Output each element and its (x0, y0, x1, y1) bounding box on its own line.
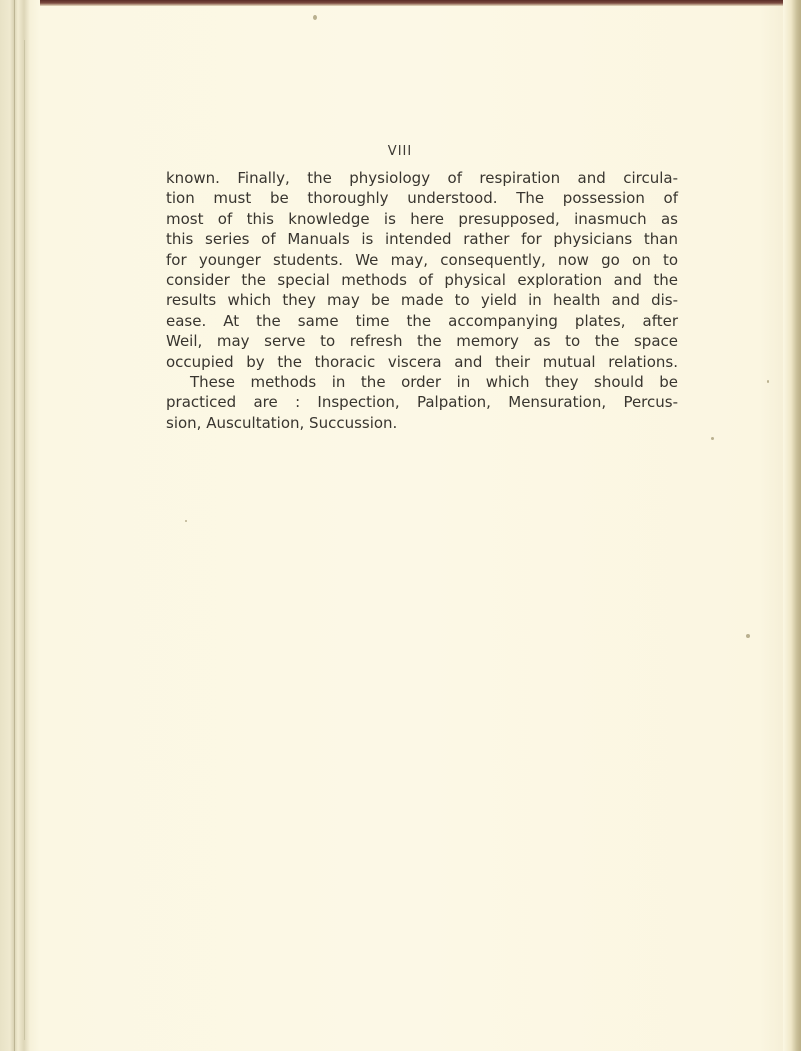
text-line: ease. At the same time the accompanying plates, after (166, 311, 678, 330)
gutter-line (14, 0, 15, 1051)
paper-speck (313, 15, 317, 20)
text-line: sion, Auscultation, Succussion. (166, 413, 398, 432)
text-line: occupied by the thoracic viscera and their mutual relations. (166, 352, 678, 371)
text-line: results which they may be made to yield in health and dis- (166, 291, 678, 310)
page-top-edge (0, 0, 801, 6)
gutter-line (24, 40, 25, 1040)
paper-speck (767, 380, 769, 383)
text-line: this series of Manuals is intended rather for physicians than (166, 230, 678, 249)
text-line: known. Finally, the physiology of respiration and circula- (166, 169, 678, 187)
text-line: Weil, may serve to refresh the memory as to the space (166, 332, 678, 351)
page-gutter (0, 0, 40, 1051)
page-right-edge (783, 0, 801, 1051)
page-number: VIII (387, 144, 413, 159)
text-line: consider the special methods of physical exploration and the (166, 270, 678, 289)
paper-speck (711, 437, 714, 440)
text-line: These methods in the order in which they should be (190, 372, 678, 391)
body-text (166, 168, 678, 433)
paper-speck (746, 634, 750, 638)
text-line: most of this knowledge is here presupposed, inasmuch as (166, 209, 678, 228)
text-line: practiced are : Inspection, Palpation, Mensuration, Percus- (166, 393, 678, 412)
text-line: tion must be thoroughly understood. The possession of (166, 189, 678, 208)
paper-speck (185, 520, 187, 522)
text-line: for younger students. We may, consequently, now go on to (166, 250, 678, 269)
